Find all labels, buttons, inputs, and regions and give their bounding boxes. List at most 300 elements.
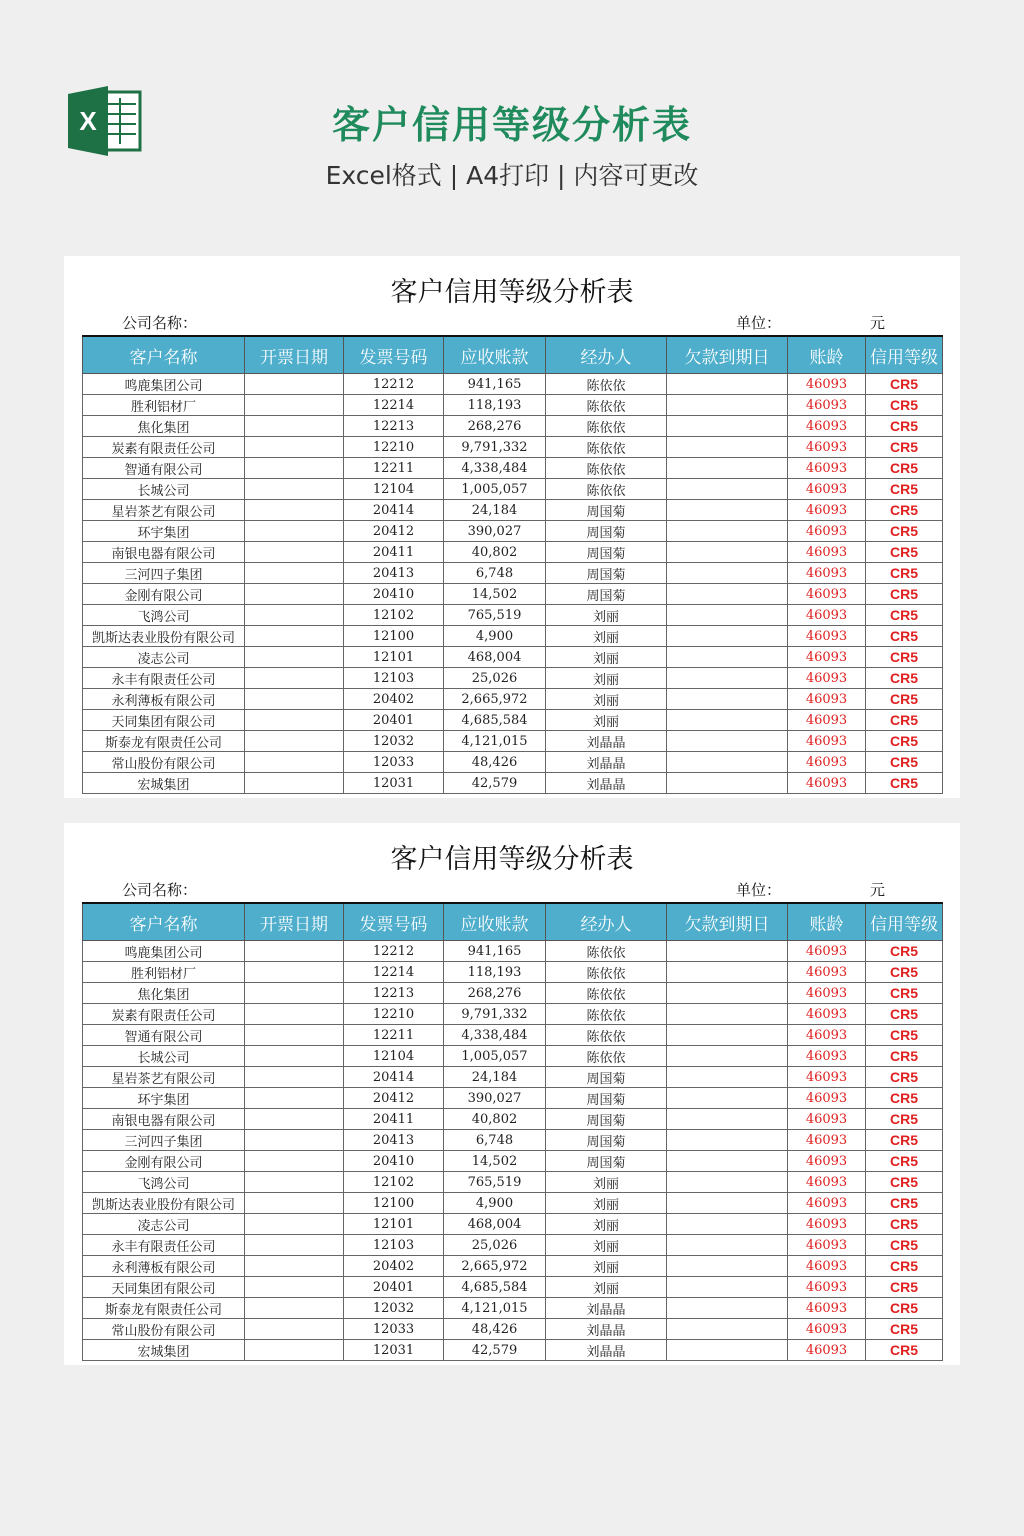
cell-credit-grade[interactable]: CR5 bbox=[866, 1277, 943, 1298]
cell-handler[interactable]: 刘晶晶 bbox=[546, 752, 667, 773]
cell-customer-name[interactable]: 常山股份有限公司 bbox=[83, 1319, 245, 1340]
cell-due-date[interactable] bbox=[667, 1004, 788, 1025]
cell-due-date[interactable] bbox=[667, 374, 788, 395]
cell-invoice-date[interactable] bbox=[245, 374, 344, 395]
cell-customer-name[interactable]: 焦化集团 bbox=[83, 983, 245, 1004]
cell-handler[interactable]: 刘丽 bbox=[546, 668, 667, 689]
cell-credit-grade[interactable]: CR5 bbox=[866, 1193, 943, 1214]
cell-due-date[interactable] bbox=[667, 500, 788, 521]
cell-invoice-number[interactable]: 12214 bbox=[344, 395, 444, 416]
cell-invoice-number[interactable]: 20413 bbox=[344, 1130, 444, 1151]
cell-customer-name[interactable]: 凌志公司 bbox=[83, 647, 245, 668]
cell-invoice-number[interactable]: 12212 bbox=[344, 941, 444, 962]
cell-invoice-date[interactable] bbox=[245, 1193, 344, 1214]
cell-credit-grade[interactable]: CR5 bbox=[866, 983, 943, 1004]
cell-invoice-number[interactable]: 12211 bbox=[344, 1025, 444, 1046]
cell-due-date[interactable] bbox=[667, 1151, 788, 1172]
cell-invoice-date[interactable] bbox=[245, 731, 344, 752]
cell-due-date[interactable] bbox=[667, 1046, 788, 1067]
cell-invoice-date[interactable] bbox=[245, 626, 344, 647]
cell-credit-grade[interactable]: CR5 bbox=[866, 1088, 943, 1109]
cell-invoice-date[interactable] bbox=[245, 689, 344, 710]
cell-due-date[interactable] bbox=[667, 395, 788, 416]
cell-invoice-number[interactable]: 12101 bbox=[344, 1214, 444, 1235]
cell-receivable[interactable]: 118,193 bbox=[444, 395, 546, 416]
cell-invoice-date[interactable] bbox=[245, 941, 344, 962]
cell-customer-name[interactable]: 星岩茶艺有限公司 bbox=[83, 1067, 245, 1088]
cell-credit-grade[interactable]: CR5 bbox=[866, 752, 943, 773]
cell-account-age[interactable]: 46093 bbox=[788, 1109, 866, 1130]
cell-account-age[interactable]: 46093 bbox=[788, 1319, 866, 1340]
cell-receivable[interactable]: 25,026 bbox=[444, 668, 546, 689]
cell-account-age[interactable]: 46093 bbox=[788, 395, 866, 416]
cell-receivable[interactable]: 4,900 bbox=[444, 626, 546, 647]
cell-account-age[interactable]: 46093 bbox=[788, 521, 866, 542]
cell-invoice-date[interactable] bbox=[245, 1298, 344, 1319]
cell-due-date[interactable] bbox=[667, 1214, 788, 1235]
cell-invoice-date[interactable] bbox=[245, 1067, 344, 1088]
cell-account-age[interactable]: 46093 bbox=[788, 668, 866, 689]
cell-handler[interactable]: 陈依依 bbox=[546, 395, 667, 416]
cell-due-date[interactable] bbox=[667, 563, 788, 584]
cell-receivable[interactable]: 2,665,972 bbox=[444, 689, 546, 710]
cell-handler[interactable]: 刘丽 bbox=[546, 626, 667, 647]
cell-receivable[interactable]: 40,802 bbox=[444, 542, 546, 563]
cell-due-date[interactable] bbox=[667, 1025, 788, 1046]
cell-receivable[interactable]: 4,338,484 bbox=[444, 1025, 546, 1046]
cell-invoice-date[interactable] bbox=[245, 416, 344, 437]
cell-due-date[interactable] bbox=[667, 1172, 788, 1193]
cell-customer-name[interactable]: 凌志公司 bbox=[83, 1214, 245, 1235]
cell-invoice-date[interactable] bbox=[245, 479, 344, 500]
cell-handler[interactable]: 陈依依 bbox=[546, 479, 667, 500]
cell-due-date[interactable] bbox=[667, 1193, 788, 1214]
cell-invoice-date[interactable] bbox=[245, 752, 344, 773]
cell-receivable[interactable]: 24,184 bbox=[444, 500, 546, 521]
cell-account-age[interactable]: 46093 bbox=[788, 1151, 866, 1172]
cell-invoice-number[interactable]: 20413 bbox=[344, 563, 444, 584]
cell-customer-name[interactable]: 常山股份有限公司 bbox=[83, 752, 245, 773]
cell-customer-name[interactable]: 三河四子集团 bbox=[83, 563, 245, 584]
cell-due-date[interactable] bbox=[667, 731, 788, 752]
cell-handler[interactable]: 周国菊 bbox=[546, 584, 667, 605]
cell-invoice-number[interactable]: 20410 bbox=[344, 584, 444, 605]
cell-handler[interactable]: 刘丽 bbox=[546, 689, 667, 710]
cell-customer-name[interactable]: 南银电器有限公司 bbox=[83, 1109, 245, 1130]
cell-credit-grade[interactable]: CR5 bbox=[866, 1214, 943, 1235]
cell-due-date[interactable] bbox=[667, 962, 788, 983]
cell-credit-grade[interactable]: CR5 bbox=[866, 479, 943, 500]
cell-receivable[interactable]: 941,165 bbox=[444, 374, 546, 395]
cell-invoice-number[interactable]: 20401 bbox=[344, 1277, 444, 1298]
cell-due-date[interactable] bbox=[667, 1067, 788, 1088]
cell-account-age[interactable]: 46093 bbox=[788, 1025, 866, 1046]
cell-invoice-date[interactable] bbox=[245, 1109, 344, 1130]
cell-handler[interactable]: 刘晶晶 bbox=[546, 773, 667, 794]
cell-invoice-date[interactable] bbox=[245, 1046, 344, 1067]
cell-invoice-date[interactable] bbox=[245, 437, 344, 458]
cell-due-date[interactable] bbox=[667, 1088, 788, 1109]
cell-due-date[interactable] bbox=[667, 1256, 788, 1277]
cell-receivable[interactable]: 6,748 bbox=[444, 563, 546, 584]
cell-account-age[interactable]: 46093 bbox=[788, 374, 866, 395]
cell-handler[interactable]: 陈依依 bbox=[546, 962, 667, 983]
cell-invoice-date[interactable] bbox=[245, 1172, 344, 1193]
cell-handler[interactable]: 陈依依 bbox=[546, 1046, 667, 1067]
cell-receivable[interactable]: 4,900 bbox=[444, 1193, 546, 1214]
cell-account-age[interactable]: 46093 bbox=[788, 500, 866, 521]
cell-handler[interactable]: 陈依依 bbox=[546, 374, 667, 395]
cell-receivable[interactable]: 468,004 bbox=[444, 1214, 546, 1235]
cell-invoice-number[interactable]: 20414 bbox=[344, 500, 444, 521]
cell-account-age[interactable]: 46093 bbox=[788, 1088, 866, 1109]
cell-invoice-date[interactable] bbox=[245, 668, 344, 689]
cell-receivable[interactable]: 42,579 bbox=[444, 773, 546, 794]
cell-invoice-date[interactable] bbox=[245, 1340, 344, 1361]
cell-handler[interactable]: 刘丽 bbox=[546, 1277, 667, 1298]
cell-invoice-number[interactable]: 12211 bbox=[344, 458, 444, 479]
cell-due-date[interactable] bbox=[667, 710, 788, 731]
cell-handler[interactable]: 刘丽 bbox=[546, 1172, 667, 1193]
cell-due-date[interactable] bbox=[667, 689, 788, 710]
cell-account-age[interactable]: 46093 bbox=[788, 752, 866, 773]
cell-due-date[interactable] bbox=[667, 416, 788, 437]
cell-handler[interactable]: 刘丽 bbox=[546, 1193, 667, 1214]
cell-invoice-number[interactable]: 20412 bbox=[344, 1088, 444, 1109]
cell-invoice-number[interactable]: 12210 bbox=[344, 1004, 444, 1025]
cell-due-date[interactable] bbox=[667, 1235, 788, 1256]
cell-due-date[interactable] bbox=[667, 647, 788, 668]
cell-handler[interactable]: 周国菊 bbox=[546, 1088, 667, 1109]
cell-customer-name[interactable]: 炭素有限责任公司 bbox=[83, 437, 245, 458]
cell-invoice-number[interactable]: 12101 bbox=[344, 647, 444, 668]
cell-invoice-number[interactable]: 12100 bbox=[344, 1193, 444, 1214]
cell-credit-grade[interactable]: CR5 bbox=[866, 1319, 943, 1340]
cell-handler[interactable]: 刘晶晶 bbox=[546, 1298, 667, 1319]
cell-handler[interactable]: 陈依依 bbox=[546, 941, 667, 962]
cell-account-age[interactable]: 46093 bbox=[788, 1004, 866, 1025]
cell-customer-name[interactable]: 永丰有限责任公司 bbox=[83, 1235, 245, 1256]
cell-receivable[interactable]: 941,165 bbox=[444, 941, 546, 962]
cell-handler[interactable]: 刘丽 bbox=[546, 647, 667, 668]
cell-receivable[interactable]: 268,276 bbox=[444, 983, 546, 1004]
cell-invoice-date[interactable] bbox=[245, 1277, 344, 1298]
cell-invoice-number[interactable]: 12103 bbox=[344, 1235, 444, 1256]
cell-customer-name[interactable]: 环宇集团 bbox=[83, 1088, 245, 1109]
cell-credit-grade[interactable]: CR5 bbox=[866, 542, 943, 563]
cell-account-age[interactable]: 46093 bbox=[788, 1193, 866, 1214]
cell-invoice-date[interactable] bbox=[245, 1214, 344, 1235]
cell-invoice-date[interactable] bbox=[245, 1151, 344, 1172]
cell-customer-name[interactable]: 焦化集团 bbox=[83, 416, 245, 437]
cell-credit-grade[interactable]: CR5 bbox=[866, 1025, 943, 1046]
cell-credit-grade[interactable]: CR5 bbox=[866, 1298, 943, 1319]
cell-invoice-number[interactable]: 20411 bbox=[344, 542, 444, 563]
cell-receivable[interactable]: 24,184 bbox=[444, 1067, 546, 1088]
cell-credit-grade[interactable]: CR5 bbox=[866, 941, 943, 962]
cell-due-date[interactable] bbox=[667, 479, 788, 500]
cell-credit-grade[interactable]: CR5 bbox=[866, 1004, 943, 1025]
cell-invoice-date[interactable] bbox=[245, 395, 344, 416]
cell-customer-name[interactable]: 环宇集团 bbox=[83, 521, 245, 542]
cell-account-age[interactable]: 46093 bbox=[788, 458, 866, 479]
cell-invoice-date[interactable] bbox=[245, 1130, 344, 1151]
cell-account-age[interactable]: 46093 bbox=[788, 731, 866, 752]
cell-credit-grade[interactable]: CR5 bbox=[866, 710, 943, 731]
cell-account-age[interactable]: 46093 bbox=[788, 1067, 866, 1088]
cell-invoice-number[interactable]: 12032 bbox=[344, 731, 444, 752]
cell-invoice-number[interactable]: 12100 bbox=[344, 626, 444, 647]
cell-invoice-date[interactable] bbox=[245, 605, 344, 626]
cell-customer-name[interactable]: 凯斯达表业股份有限公司 bbox=[83, 1193, 245, 1214]
cell-receivable[interactable]: 14,502 bbox=[444, 584, 546, 605]
cell-invoice-date[interactable] bbox=[245, 542, 344, 563]
cell-due-date[interactable] bbox=[667, 1277, 788, 1298]
cell-receivable[interactable]: 468,004 bbox=[444, 647, 546, 668]
cell-invoice-number[interactable]: 12033 bbox=[344, 1319, 444, 1340]
cell-handler[interactable]: 周国菊 bbox=[546, 542, 667, 563]
cell-invoice-date[interactable] bbox=[245, 647, 344, 668]
cell-handler[interactable]: 周国菊 bbox=[546, 521, 667, 542]
cell-invoice-number[interactable]: 12103 bbox=[344, 668, 444, 689]
cell-invoice-number[interactable]: 12102 bbox=[344, 1172, 444, 1193]
cell-handler[interactable]: 周国菊 bbox=[546, 1067, 667, 1088]
cell-invoice-number[interactable]: 12102 bbox=[344, 605, 444, 626]
cell-customer-name[interactable]: 智通有限公司 bbox=[83, 1025, 245, 1046]
cell-invoice-number[interactable]: 12213 bbox=[344, 983, 444, 1004]
cell-credit-grade[interactable]: CR5 bbox=[866, 1046, 943, 1067]
cell-receivable[interactable]: 40,802 bbox=[444, 1109, 546, 1130]
cell-due-date[interactable] bbox=[667, 1130, 788, 1151]
cell-invoice-number[interactable]: 12031 bbox=[344, 773, 444, 794]
cell-handler[interactable]: 周国菊 bbox=[546, 1109, 667, 1130]
cell-invoice-date[interactable] bbox=[245, 563, 344, 584]
cell-account-age[interactable]: 46093 bbox=[788, 1277, 866, 1298]
cell-account-age[interactable]: 46093 bbox=[788, 710, 866, 731]
cell-due-date[interactable] bbox=[667, 983, 788, 1004]
cell-credit-grade[interactable]: CR5 bbox=[866, 395, 943, 416]
cell-customer-name[interactable]: 长城公司 bbox=[83, 1046, 245, 1067]
cell-receivable[interactable]: 2,665,972 bbox=[444, 1256, 546, 1277]
cell-customer-name[interactable]: 胜利铝材厂 bbox=[83, 395, 245, 416]
cell-customer-name[interactable]: 永利薄板有限公司 bbox=[83, 1256, 245, 1277]
cell-due-date[interactable] bbox=[667, 542, 788, 563]
cell-account-age[interactable]: 46093 bbox=[788, 689, 866, 710]
cell-account-age[interactable]: 46093 bbox=[788, 1298, 866, 1319]
cell-handler[interactable]: 刘丽 bbox=[546, 1214, 667, 1235]
cell-account-age[interactable]: 46093 bbox=[788, 1046, 866, 1067]
cell-customer-name[interactable]: 鸣鹿集团公司 bbox=[83, 374, 245, 395]
cell-account-age[interactable]: 46093 bbox=[788, 647, 866, 668]
cell-credit-grade[interactable]: CR5 bbox=[866, 563, 943, 584]
cell-credit-grade[interactable]: CR5 bbox=[866, 521, 943, 542]
cell-receivable[interactable]: 268,276 bbox=[444, 416, 546, 437]
cell-credit-grade[interactable]: CR5 bbox=[866, 689, 943, 710]
cell-receivable[interactable]: 42,579 bbox=[444, 1340, 546, 1361]
cell-due-date[interactable] bbox=[667, 1319, 788, 1340]
cell-account-age[interactable]: 46093 bbox=[788, 962, 866, 983]
cell-receivable[interactable]: 4,121,015 bbox=[444, 731, 546, 752]
cell-handler[interactable]: 陈依依 bbox=[546, 458, 667, 479]
cell-receivable[interactable]: 765,519 bbox=[444, 1172, 546, 1193]
cell-handler[interactable]: 陈依依 bbox=[546, 983, 667, 1004]
cell-invoice-date[interactable] bbox=[245, 1025, 344, 1046]
cell-customer-name[interactable]: 天同集团有限公司 bbox=[83, 1277, 245, 1298]
cell-handler[interactable]: 周国菊 bbox=[546, 1130, 667, 1151]
cell-invoice-date[interactable] bbox=[245, 584, 344, 605]
cell-invoice-date[interactable] bbox=[245, 1256, 344, 1277]
cell-customer-name[interactable]: 炭素有限责任公司 bbox=[83, 1004, 245, 1025]
cell-credit-grade[interactable]: CR5 bbox=[866, 374, 943, 395]
cell-credit-grade[interactable]: CR5 bbox=[866, 605, 943, 626]
cell-due-date[interactable] bbox=[667, 437, 788, 458]
cell-customer-name[interactable]: 斯泰龙有限责任公司 bbox=[83, 1298, 245, 1319]
cell-receivable[interactable]: 14,502 bbox=[444, 1151, 546, 1172]
cell-receivable[interactable]: 9,791,332 bbox=[444, 437, 546, 458]
cell-credit-grade[interactable]: CR5 bbox=[866, 1340, 943, 1361]
cell-account-age[interactable]: 46093 bbox=[788, 626, 866, 647]
cell-invoice-number[interactable]: 12104 bbox=[344, 1046, 444, 1067]
cell-handler[interactable]: 周国菊 bbox=[546, 500, 667, 521]
cell-invoice-date[interactable] bbox=[245, 521, 344, 542]
cell-customer-name[interactable]: 星岩茶艺有限公司 bbox=[83, 500, 245, 521]
cell-account-age[interactable]: 46093 bbox=[788, 1214, 866, 1235]
cell-invoice-number[interactable]: 20411 bbox=[344, 1109, 444, 1130]
cell-receivable[interactable]: 390,027 bbox=[444, 521, 546, 542]
cell-due-date[interactable] bbox=[667, 458, 788, 479]
cell-handler[interactable]: 刘丽 bbox=[546, 605, 667, 626]
cell-invoice-date[interactable] bbox=[245, 983, 344, 1004]
cell-customer-name[interactable]: 智通有限公司 bbox=[83, 458, 245, 479]
cell-customer-name[interactable]: 永丰有限责任公司 bbox=[83, 668, 245, 689]
cell-account-age[interactable]: 46093 bbox=[788, 983, 866, 1004]
cell-due-date[interactable] bbox=[667, 521, 788, 542]
cell-due-date[interactable] bbox=[667, 941, 788, 962]
cell-invoice-number[interactable]: 12031 bbox=[344, 1340, 444, 1361]
cell-due-date[interactable] bbox=[667, 1340, 788, 1361]
cell-receivable[interactable]: 1,005,057 bbox=[444, 1046, 546, 1067]
cell-customer-name[interactable]: 飞鸿公司 bbox=[83, 605, 245, 626]
cell-invoice-date[interactable] bbox=[245, 773, 344, 794]
cell-customer-name[interactable]: 金刚有限公司 bbox=[83, 1151, 245, 1172]
cell-due-date[interactable] bbox=[667, 668, 788, 689]
cell-handler[interactable]: 刘晶晶 bbox=[546, 1340, 667, 1361]
cell-handler[interactable]: 刘丽 bbox=[546, 710, 667, 731]
cell-invoice-number[interactable]: 20410 bbox=[344, 1151, 444, 1172]
cell-credit-grade[interactable]: CR5 bbox=[866, 1151, 943, 1172]
cell-invoice-number[interactable]: 12104 bbox=[344, 479, 444, 500]
cell-handler[interactable]: 刘晶晶 bbox=[546, 1319, 667, 1340]
cell-receivable[interactable]: 1,005,057 bbox=[444, 479, 546, 500]
cell-customer-name[interactable]: 金刚有限公司 bbox=[83, 584, 245, 605]
cell-invoice-number[interactable]: 20401 bbox=[344, 710, 444, 731]
cell-credit-grade[interactable]: CR5 bbox=[866, 500, 943, 521]
cell-invoice-number[interactable]: 12033 bbox=[344, 752, 444, 773]
cell-credit-grade[interactable]: CR5 bbox=[866, 458, 943, 479]
cell-credit-grade[interactable]: CR5 bbox=[866, 1067, 943, 1088]
cell-invoice-number[interactable]: 20402 bbox=[344, 1256, 444, 1277]
cell-account-age[interactable]: 46093 bbox=[788, 1130, 866, 1151]
cell-due-date[interactable] bbox=[667, 605, 788, 626]
cell-handler[interactable]: 刘丽 bbox=[546, 1256, 667, 1277]
cell-customer-name[interactable]: 南银电器有限公司 bbox=[83, 542, 245, 563]
cell-invoice-date[interactable] bbox=[245, 962, 344, 983]
cell-account-age[interactable]: 46093 bbox=[788, 563, 866, 584]
cell-customer-name[interactable]: 永利薄板有限公司 bbox=[83, 689, 245, 710]
cell-customer-name[interactable]: 飞鸿公司 bbox=[83, 1172, 245, 1193]
cell-account-age[interactable]: 46093 bbox=[788, 1340, 866, 1361]
cell-customer-name[interactable]: 胜利铝材厂 bbox=[83, 962, 245, 983]
cell-handler[interactable]: 陈依依 bbox=[546, 416, 667, 437]
cell-handler[interactable]: 陈依依 bbox=[546, 437, 667, 458]
cell-account-age[interactable]: 46093 bbox=[788, 1235, 866, 1256]
cell-account-age[interactable]: 46093 bbox=[788, 584, 866, 605]
cell-invoice-date[interactable] bbox=[245, 1319, 344, 1340]
cell-receivable[interactable]: 9,791,332 bbox=[444, 1004, 546, 1025]
cell-handler[interactable]: 陈依依 bbox=[546, 1004, 667, 1025]
cell-credit-grade[interactable]: CR5 bbox=[866, 1109, 943, 1130]
cell-credit-grade[interactable]: CR5 bbox=[866, 1172, 943, 1193]
cell-invoice-number[interactable]: 20414 bbox=[344, 1067, 444, 1088]
cell-credit-grade[interactable]: CR5 bbox=[866, 437, 943, 458]
cell-credit-grade[interactable]: CR5 bbox=[866, 416, 943, 437]
cell-account-age[interactable]: 46093 bbox=[788, 416, 866, 437]
cell-account-age[interactable]: 46093 bbox=[788, 1256, 866, 1277]
cell-receivable[interactable]: 25,026 bbox=[444, 1235, 546, 1256]
cell-credit-grade[interactable]: CR5 bbox=[866, 1256, 943, 1277]
cell-receivable[interactable]: 4,685,584 bbox=[444, 1277, 546, 1298]
cell-account-age[interactable]: 46093 bbox=[788, 605, 866, 626]
cell-due-date[interactable] bbox=[667, 773, 788, 794]
cell-account-age[interactable]: 46093 bbox=[788, 479, 866, 500]
cell-credit-grade[interactable]: CR5 bbox=[866, 1235, 943, 1256]
cell-customer-name[interactable]: 斯泰龙有限责任公司 bbox=[83, 731, 245, 752]
cell-account-age[interactable]: 46093 bbox=[788, 941, 866, 962]
cell-credit-grade[interactable]: CR5 bbox=[866, 584, 943, 605]
cell-credit-grade[interactable]: CR5 bbox=[866, 1130, 943, 1151]
cell-receivable[interactable]: 4,338,484 bbox=[444, 458, 546, 479]
cell-handler[interactable]: 周国菊 bbox=[546, 1151, 667, 1172]
cell-customer-name[interactable]: 鸣鹿集团公司 bbox=[83, 941, 245, 962]
cell-account-age[interactable]: 46093 bbox=[788, 437, 866, 458]
cell-customer-name[interactable]: 凯斯达表业股份有限公司 bbox=[83, 626, 245, 647]
cell-due-date[interactable] bbox=[667, 1298, 788, 1319]
cell-receivable[interactable]: 48,426 bbox=[444, 752, 546, 773]
cell-due-date[interactable] bbox=[667, 584, 788, 605]
cell-receivable[interactable]: 390,027 bbox=[444, 1088, 546, 1109]
cell-invoice-number[interactable]: 12210 bbox=[344, 437, 444, 458]
cell-customer-name[interactable]: 三河四子集团 bbox=[83, 1130, 245, 1151]
cell-credit-grade[interactable]: CR5 bbox=[866, 626, 943, 647]
cell-due-date[interactable] bbox=[667, 1109, 788, 1130]
cell-due-date[interactable] bbox=[667, 752, 788, 773]
cell-credit-grade[interactable]: CR5 bbox=[866, 731, 943, 752]
cell-customer-name[interactable]: 宏城集团 bbox=[83, 773, 245, 794]
cell-handler[interactable]: 刘丽 bbox=[546, 1235, 667, 1256]
cell-invoice-number[interactable]: 20402 bbox=[344, 689, 444, 710]
cell-invoice-number[interactable]: 20412 bbox=[344, 521, 444, 542]
cell-credit-grade[interactable]: CR5 bbox=[866, 962, 943, 983]
cell-credit-grade[interactable]: CR5 bbox=[866, 647, 943, 668]
cell-account-age[interactable]: 46093 bbox=[788, 1172, 866, 1193]
cell-customer-name[interactable]: 长城公司 bbox=[83, 479, 245, 500]
cell-invoice-number[interactable]: 12214 bbox=[344, 962, 444, 983]
cell-invoice-date[interactable] bbox=[245, 1088, 344, 1109]
cell-receivable[interactable]: 118,193 bbox=[444, 962, 546, 983]
cell-invoice-number[interactable]: 12032 bbox=[344, 1298, 444, 1319]
cell-credit-grade[interactable]: CR5 bbox=[866, 668, 943, 689]
cell-receivable[interactable]: 6,748 bbox=[444, 1130, 546, 1151]
